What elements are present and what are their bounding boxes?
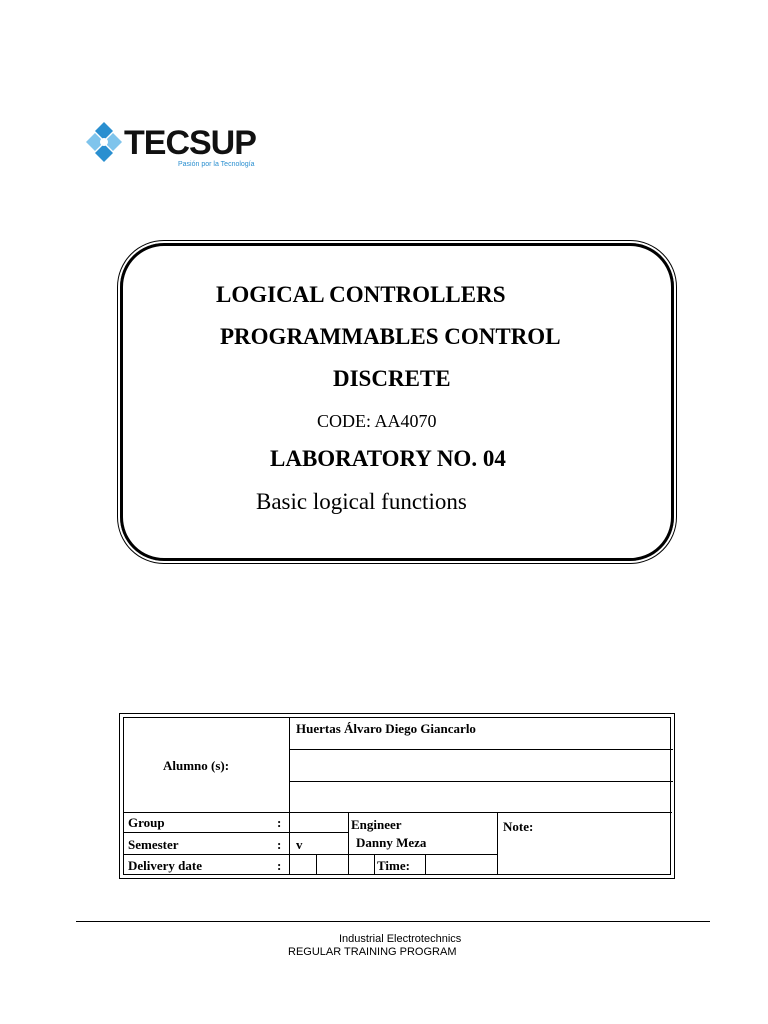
engineer-name: Danny Meza	[356, 835, 427, 850]
engineer-label: Engineer	[351, 817, 402, 832]
delivery-date-label: Delivery date	[128, 858, 203, 873]
student-info-table-inner	[123, 717, 671, 875]
student-info-table	[119, 713, 675, 879]
group-colon: :	[277, 815, 282, 830]
footer-program: REGULAR TRAINING PROGRAM	[288, 946, 457, 958]
note-label: Note:	[503, 819, 534, 834]
course-title-line2: PROGRAMMABLES CONTROL	[220, 324, 561, 349]
laboratory-subtitle: Basic logical functions	[256, 489, 467, 514]
semester-label: Semester	[128, 837, 179, 852]
semester-colon: :	[277, 837, 282, 852]
course-title-line1: LOGICAL CONTROLLERS	[216, 282, 506, 307]
semester-value: v	[296, 837, 303, 852]
group-label: Group	[128, 815, 165, 830]
logo-wordmark: TECSUP	[124, 124, 256, 162]
tecsup-logo	[84, 120, 260, 174]
course-title-line3: DISCRETE	[333, 366, 451, 391]
tecsup-emblem-icon	[84, 120, 124, 164]
logo-tagline: Pasión por la Tecnología	[178, 161, 255, 168]
footer-divider	[76, 921, 710, 922]
student-label: Alumno (s):	[163, 758, 230, 773]
footer-department: Industrial Electrotechnics	[339, 933, 462, 945]
course-code: CODE: AA4070	[317, 411, 437, 431]
time-label: Time:	[377, 858, 410, 873]
laboratory-number: LABORATORY NO. 04	[270, 446, 506, 471]
delivery-date-colon: :	[277, 858, 282, 873]
student-name: Huertas Álvaro Diego Giancarlo	[296, 721, 476, 736]
